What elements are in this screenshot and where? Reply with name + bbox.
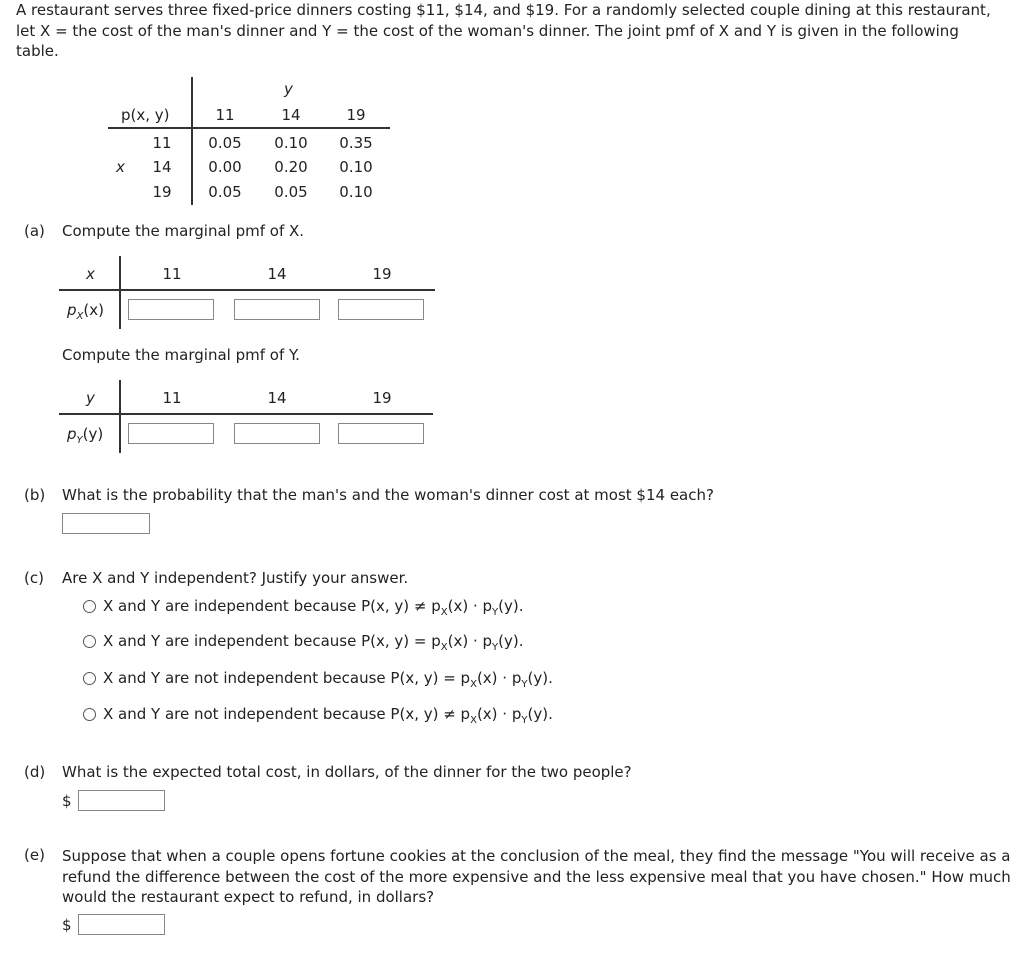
py-19-input[interactable] [338,423,424,444]
joint-y-label: y [284,80,293,98]
marginal-y-value-2: 14 [267,389,287,407]
part-d-dollar-sign: $ [62,792,72,810]
marginal-x-header: x [86,265,95,283]
joint-table-horizontal-rule [108,127,390,129]
part-b-answer-input[interactable] [62,513,150,534]
joint-cell: 0.10 [339,183,373,201]
px-11-input[interactable] [128,299,214,320]
part-b-question: What is the probability that the man's and the woman's dinner cost at most $14 each? [62,486,714,504]
joint-cell: 0.00 [208,158,242,176]
marginal-x-value-2: 14 [267,265,287,283]
marginal-y-value-1: 11 [162,389,182,407]
part-a-question-x: Compute the marginal pmf of X. [62,222,305,240]
joint-y-header-1: 11 [215,106,235,124]
marginal-x-value-3: 19 [372,265,392,283]
px-19-input[interactable] [338,299,424,320]
part-a-question-y: Compute the marginal pmf of Y. [62,346,300,364]
marginal-x-horizontal-rule [59,289,435,291]
marginal-x-value-1: 11 [162,265,182,283]
radio-button[interactable] [83,672,96,685]
problem-intro: A restaurant serves three fixed-price dinners costing $11, $14, and $19. For a randomly selected couple dining at this restaurant, let X = the cost of the man's dinner and Y = the cost of the woman's dinner. The joint pmf of X and Y is given in the following table. [16,1,991,60]
joint-x-row-3: 19 [152,183,172,201]
marginal-x-vertical-rule [119,256,121,329]
part-d-question: What is the expected total cost, in dollars, of the dinner for the two people? [62,763,632,781]
joint-y-header-2: 14 [281,106,301,124]
px-14-input[interactable] [234,299,320,320]
option-text: X and Y are independent because P(x, $y) \ne p_X(x) \cdot p_Y(y)$. [103,597,524,618]
radio-button[interactable] [83,708,96,721]
joint-x-label: x [116,158,125,176]
py-11-input[interactable] [128,423,214,444]
joint-cell: 0.10 [339,158,373,176]
marginal-y-horizontal-rule [59,413,433,415]
part-c-label: (c) [24,569,44,587]
joint-x-row-1: 11 [152,134,172,152]
radio-button[interactable] [83,635,96,648]
option-text: X and Y are not independent because P(x, $y) = p_X(x) \cdot p_Y(y)$. [103,669,553,690]
joint-corner-label: p(x, y) [121,106,170,124]
marginal-y-value-3: 19 [372,389,392,407]
radio-button[interactable] [83,600,96,613]
part-e-label: (e) [24,846,45,864]
joint-cell: 0.35 [339,134,373,152]
joint-cell: 0.20 [274,158,308,176]
part-e-dollar-sign: $ [62,916,72,934]
marginal-y-vertical-rule [119,380,121,453]
joint-cell: 0.05 [208,183,242,201]
py-label: $p_Y(y)$ [67,425,104,446]
part-d-label: (d) [24,763,46,781]
marginal-y-header: y [86,389,95,407]
joint-cell: 0.10 [274,134,308,152]
part-c-question: Are X and Y independent? Justify your answer. [62,569,409,587]
joint-x-row-2: 14 [152,158,172,176]
joint-y-header-3: 19 [346,106,366,124]
px-label: $p_X(x)$ [67,301,104,322]
py-14-input[interactable] [234,423,320,444]
joint-cell: 0.05 [274,183,308,201]
option-text: X and Y are not independent because P(x, $y) \ne p_X(x) \cdot p_Y(y)$. [103,705,553,726]
part-e-question: Suppose that when a couple opens fortune cookies at the conclusion of the meal, they find the message "You will receive as a refund the difference between the cost of the more expensive and the less expensive meal that you have chosen." How much would the restaurant expect to refund, in dollars? [62,847,1011,906]
joint-cell: 0.05 [208,134,242,152]
part-d-answer-input[interactable] [78,790,165,811]
part-b-label: (b) [24,486,46,504]
part-e-answer-input[interactable] [78,914,165,935]
option-text: X and Y are independent because P(x, $y) = p_X(x) \cdot p_Y(y)$. [103,632,524,653]
part-a-label: (a) [24,222,45,240]
